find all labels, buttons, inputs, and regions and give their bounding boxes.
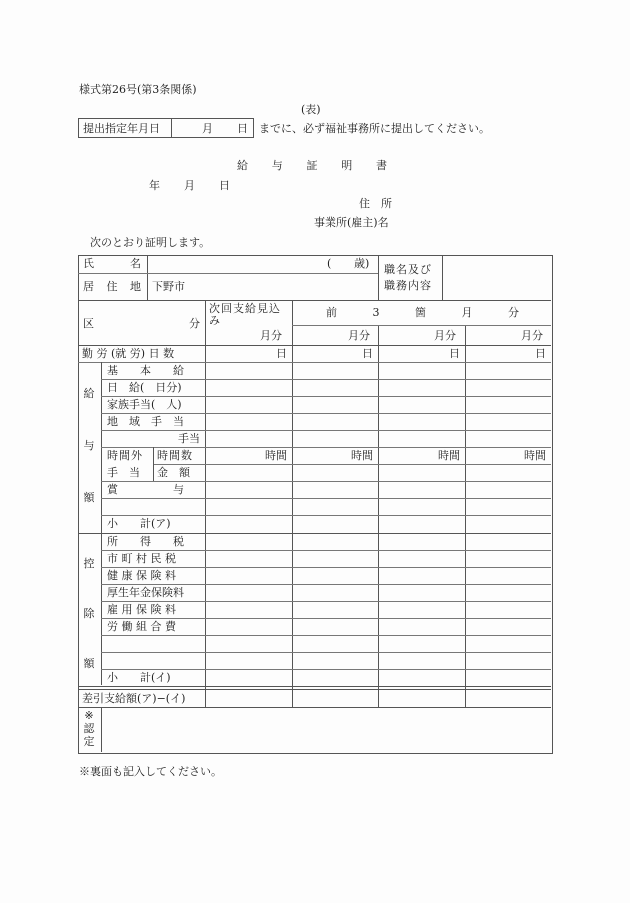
salary-row-label: 家族手当( 人) (107, 398, 182, 411)
salary-group-label: 給 与 額 (83, 387, 95, 504)
prev-month1-unit: 月分 (348, 329, 370, 342)
overtime-hours-m3-unit: 時間 (524, 449, 546, 462)
deadline-day-unit: 日 (237, 122, 248, 135)
residence-label: 居 住 地 (83, 280, 141, 293)
deduction-row-label: 市 町 村 民 税 (107, 552, 176, 565)
deduction-row-label: 雇 用 保 険 料 (107, 603, 176, 616)
date-year-unit: 年 (149, 179, 160, 192)
overtime-hours-m2-unit: 時間 (438, 449, 460, 462)
work-days-m2-unit: 日 (449, 347, 460, 360)
next-payment-month-unit: 月分 (260, 329, 282, 342)
category-label-left: 区 (83, 317, 94, 330)
overtime-amount-label-a: 手 当 (107, 466, 140, 479)
residence-value[interactable]: 下野市 (152, 280, 185, 293)
overtime-label-b: 時間数 (157, 449, 193, 462)
deduction-row-label: 小 計(イ) (107, 671, 171, 684)
employer-name-field[interactable] (395, 212, 550, 228)
deduction-row-label: 厚生年金保険料 (107, 586, 184, 599)
deduction-group-label: 控 除 額 (83, 557, 95, 670)
employer-name-label: 事業所(雇主)名 (314, 216, 389, 229)
salary-row-label: 地 域 手 当 (107, 415, 184, 428)
overtime-amount-label-b: 金 額 (157, 466, 190, 479)
salary-row-label: 賞 与 (107, 483, 184, 496)
job-label-line2: 職務内容 (384, 279, 432, 292)
name-label: 氏 名 (83, 257, 141, 270)
age-field[interactable] (335, 256, 353, 273)
certify-text: 次のとおり証明します。 (90, 236, 211, 249)
prev-month1-field[interactable] (296, 328, 346, 343)
name-field[interactable] (148, 256, 323, 273)
net-pay-label: 差引支給額(ア)−(イ) (82, 692, 186, 705)
employer-address-field[interactable] (395, 193, 550, 209)
form-side: (表) (301, 103, 321, 116)
salary-row-label: 小 計(ア) (107, 517, 171, 530)
deadline-instruction: までに、必ず福祉事務所に提出してください。 (259, 122, 490, 135)
deduction-row-label: 所 得 税 (107, 535, 184, 548)
prev-month3-unit: 月分 (521, 329, 543, 342)
prev-3-months-label: 前 3 箇 月 分 (326, 306, 519, 319)
deadline-label: 提出指定年月日 (83, 122, 160, 135)
certification-date-field[interactable] (120, 176, 235, 190)
work-days-m3-unit: 日 (535, 347, 546, 360)
overtime-hours-next-unit: 時間 (265, 449, 287, 462)
approval-label: ※ 認 定 (83, 709, 95, 748)
next-payment-label-line2: み (209, 314, 220, 327)
employer-address-label: 住 所 (359, 197, 392, 210)
prev-month2-unit: 月分 (434, 329, 456, 342)
approval-field[interactable] (102, 708, 550, 751)
overtime-hours-m1-unit: 時間 (351, 449, 373, 462)
prev-month2-field[interactable] (382, 328, 432, 343)
overtime-label-a: 時間外 (107, 449, 143, 462)
date-day-unit: 日 (219, 179, 230, 192)
next-payment-label-line1: 次回支給見込 (209, 302, 281, 315)
form-number: 様式第26号(第3条関係) (79, 83, 197, 96)
work-days-next-unit: 日 (276, 347, 287, 360)
salary-row-label: 手当 (178, 432, 200, 445)
deadline-month-unit: 月 (202, 122, 213, 135)
job-description-field[interactable] (443, 256, 550, 299)
work-days-label: 勤 労 (就 労) 日 数 (82, 347, 175, 360)
category-label-right: 分 (189, 317, 200, 330)
job-label-line1: 職名及び (384, 263, 432, 276)
work-days-m1-unit: 日 (362, 347, 373, 360)
age-open: ( (327, 257, 332, 270)
deduction-row-label: 健 康 保 険 料 (107, 569, 176, 582)
footer-note: ※裏面も記入してください。 (79, 765, 222, 778)
deduction-row-label: 労 働 組 合 費 (107, 620, 176, 633)
date-month-unit: 月 (184, 179, 195, 192)
document-title: 給 与 証 明 書 (237, 159, 387, 172)
salary-row-label: 日 給( 日分) (107, 381, 182, 394)
age-close: 歳) (354, 257, 370, 270)
next-payment-month-field[interactable] (210, 328, 258, 343)
prev-month3-field[interactable] (469, 328, 519, 343)
salary-row-label: 基 本 給 (107, 364, 184, 377)
